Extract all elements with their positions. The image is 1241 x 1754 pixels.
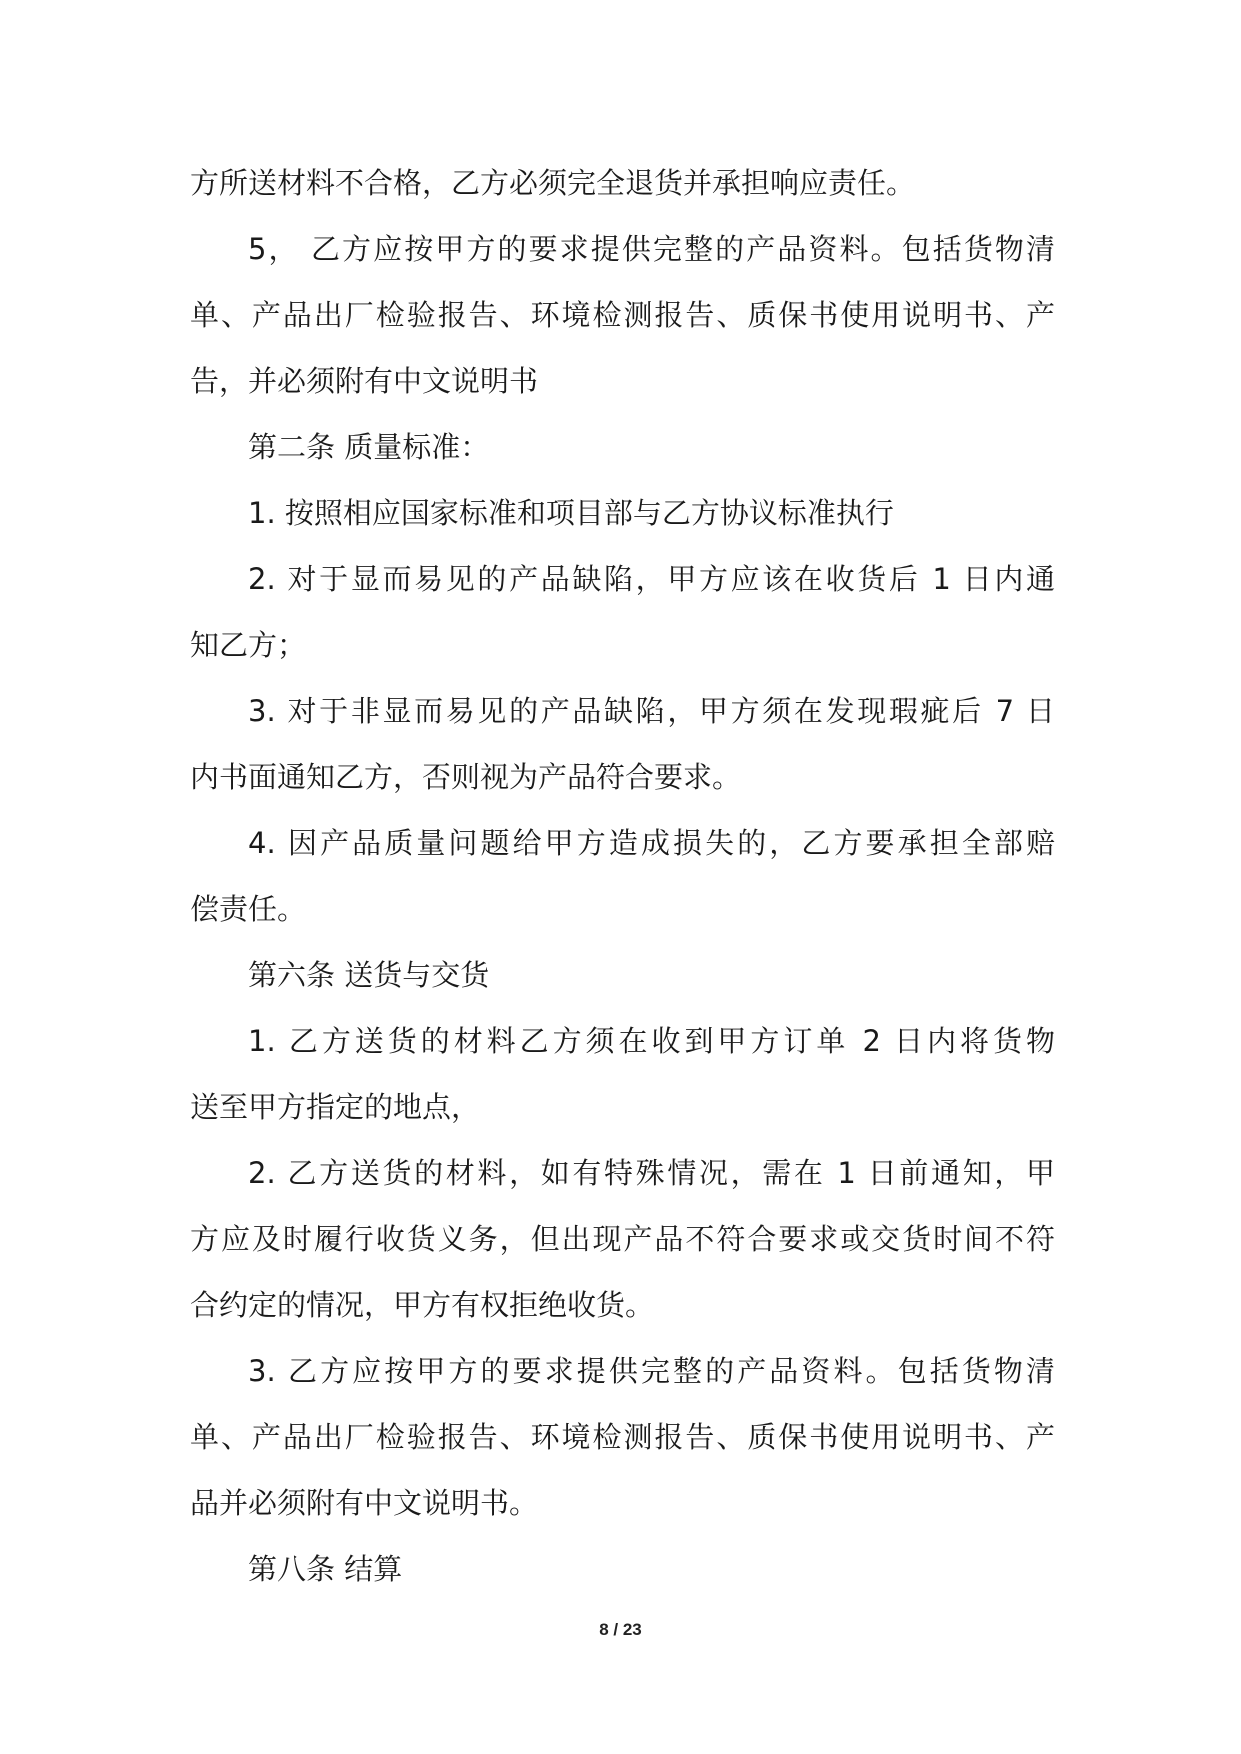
text-line: 第二条 质量标准： — [248, 430, 490, 464]
text-line: 内书面通知乙方，否则视为产品符合要求。 — [190, 760, 742, 794]
text-line: 方所送材料不合格，乙方必须完全退货并承担响应责任。 — [190, 166, 916, 200]
text-line: 知乙方； — [190, 628, 307, 662]
text-line: 1. 乙方送货的材料乙方须在收到甲方订单 2 日内将货物 — [248, 1024, 1055, 1058]
text-line: 合约定的情况，甲方有权拒绝收货。 — [190, 1288, 655, 1322]
text-line: 告，并必须附有中文说明书 — [190, 364, 539, 398]
text-line: 第八条 结算 — [248, 1552, 403, 1586]
text-line: 方应及时履行收货义务，但出现产品不符合要求或交货时间不符 — [190, 1222, 1055, 1256]
text-line: 品并必须附有中文说明书。 — [190, 1486, 539, 1520]
text-line: 第六条 送货与交货 — [248, 958, 490, 992]
text-line: 5， 乙方应按甲方的要求提供完整的产品资料。包括货物清 — [248, 232, 1055, 266]
text-line: 3. 乙方应按甲方的要求提供完整的产品资料。包括货物清 — [248, 1354, 1055, 1388]
text-line: 单、产品出厂检验报告、环境检测报告、质保书使用说明书、产 — [190, 1420, 1055, 1454]
text-line: 2. 对于显而易见的产品缺陷，甲方应该在收货后 1 日内通 — [248, 562, 1055, 596]
page-number: 8 / 23 — [599, 1620, 642, 1639]
text-line: 1. 按照相应国家标准和项目部与乙方协议标准执行 — [248, 496, 894, 530]
text-line: 送至甲方指定的地点， — [190, 1090, 481, 1124]
text-line: 单、产品出厂检验报告、环境检测报告、质保书使用说明书、产 — [190, 298, 1055, 332]
text-line: 2. 乙方送货的材料，如有特殊情况，需在 1 日前通知，甲 — [248, 1156, 1055, 1190]
text-line: 偿责任。 — [190, 892, 307, 926]
text-line: 3. 对于非显而易见的产品缺陷，甲方须在发现瑕疵后 7 日 — [248, 694, 1055, 728]
text-line: 4. 因产品质量问题给甲方造成损失的，乙方要承担全部赔 — [248, 826, 1055, 860]
document-body — [190, 150, 1055, 1602]
